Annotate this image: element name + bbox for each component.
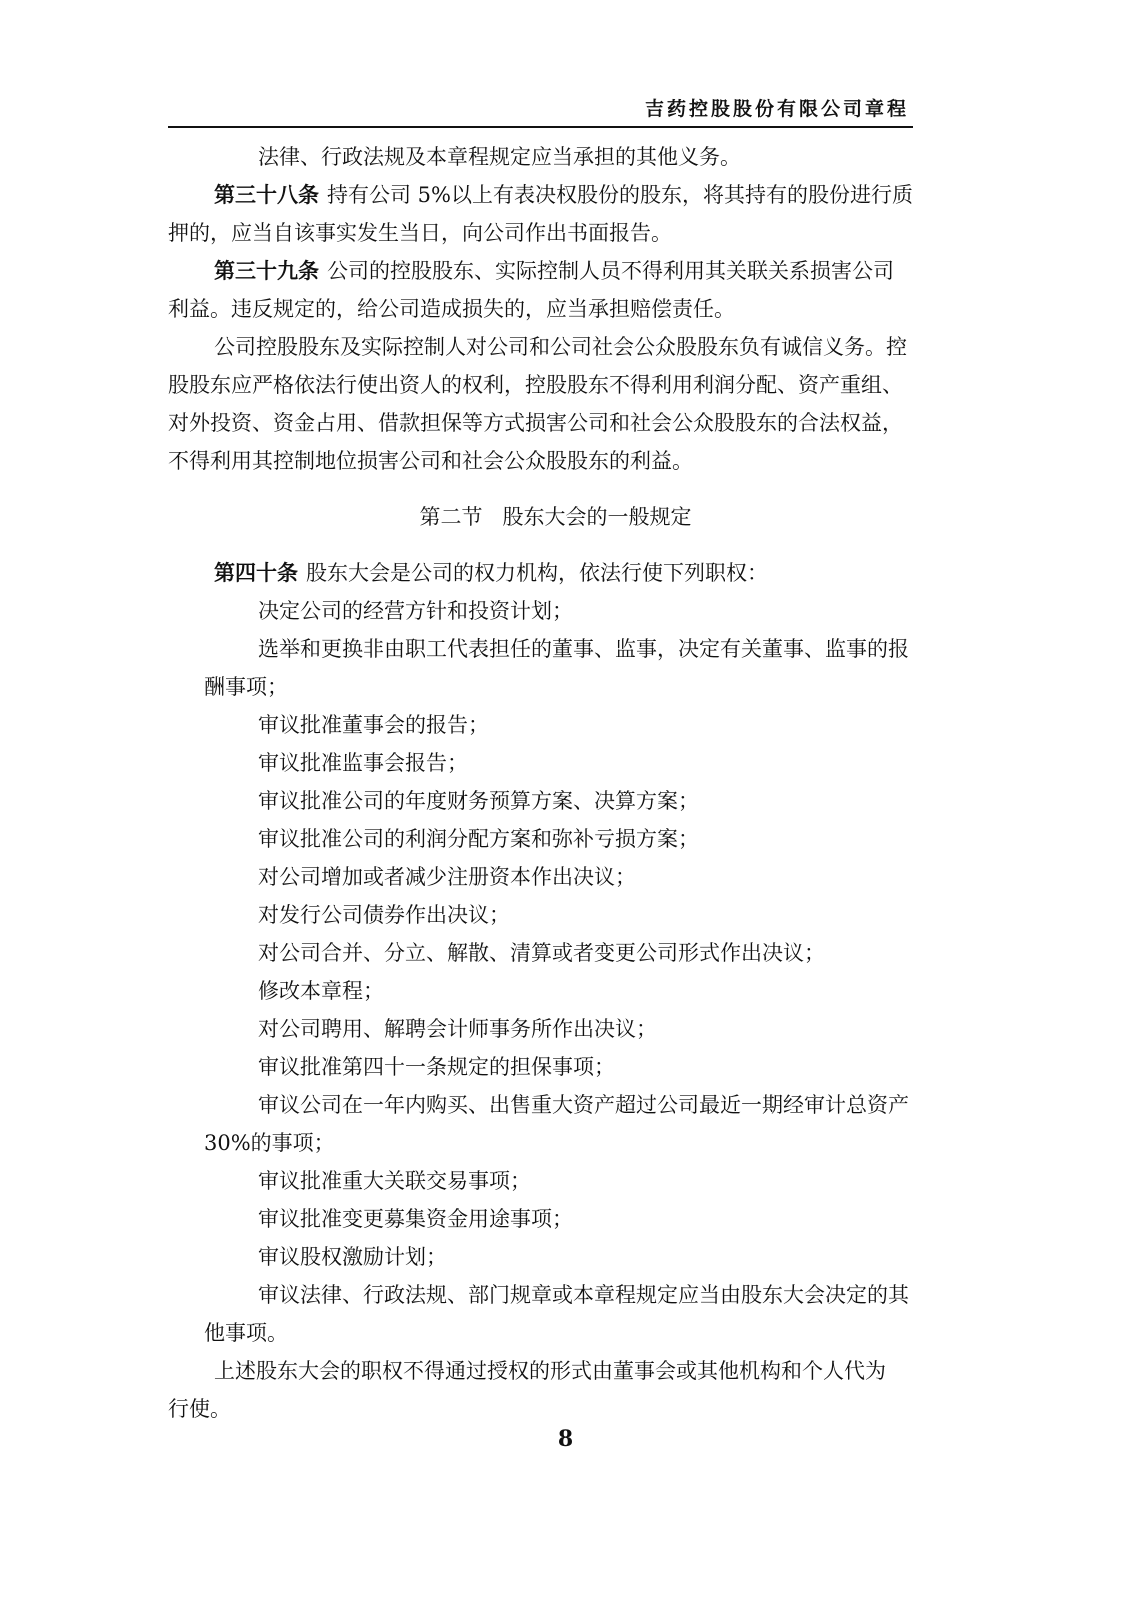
list-item: 审议股权激励计划；	[258, 1245, 447, 1269]
list-item: 审议批准公司的年度财务预算方案、决算方案；	[258, 789, 699, 813]
article-39-label: 第三十九条	[214, 259, 319, 283]
article-40-label: 第四十条	[214, 561, 298, 585]
integrity-paragraph	[168, 328, 943, 480]
section-title: 股东大会的一般规定	[502, 505, 692, 529]
list-item: 选举和更换非由职工代表担任的董事、监事，决定有关董事、监事的报	[258, 637, 909, 661]
article-38-line-1: 持有公司 5%以上有表决权股份的股东，将其持有的股份进行质	[327, 183, 913, 207]
article-40	[168, 554, 943, 1428]
article-38-label: 第三十八条	[214, 183, 319, 207]
list-item: 审议批准重大关联交易事项；	[258, 1169, 531, 1193]
top-paragraph: 法律、行政法规及本章程规定应当承担的其他义务。	[258, 145, 741, 169]
header-title: 吉药控股股份有限公司章程	[644, 98, 909, 120]
article-38-line-2: 押的，应当自该事实发生当日，向公司作出书面报告。	[168, 221, 672, 245]
list-item-continuation: 30%的事项；	[204, 1131, 335, 1155]
page-header	[168, 92, 913, 128]
integrity-line: 公司控股股东及实际控制人对公司和公司社会公众股股东负有诚信义务。控	[214, 335, 907, 359]
article-39-line-1: 公司的控股股东、实际控制人员不得利用其关联关系损害公司	[327, 259, 894, 283]
list-item: 审议法律、行政法规、部门规章或本章程规定应当由股东大会决定的其	[258, 1283, 909, 1307]
integrity-line: 对外投资、资金占用、借款担保等方式损害公司和社会公众股股东的合法权益，	[168, 411, 903, 435]
page-number: 8	[557, 1426, 574, 1452]
list-item: 审议公司在一年内购买、出售重大资产超过公司最近一期经审计总资产	[258, 1093, 909, 1117]
section-heading	[168, 498, 943, 536]
article-39	[168, 252, 943, 328]
article-38	[168, 176, 943, 252]
list-item: 审议批准变更募集资金用途事项；	[258, 1207, 573, 1231]
list-item: 审议批准公司的利润分配方案和弥补亏损方案；	[258, 827, 699, 851]
closing-line-1: 上述股东大会的职权不得通过授权的形式由董事会或其他机构和个人代为	[214, 1359, 886, 1383]
document-body	[168, 138, 943, 1428]
list-item: 决定公司的经营方针和投资计划；	[258, 599, 573, 623]
integrity-line: 不得利用其控制地位损害公司和社会公众股股东的利益。	[168, 449, 693, 473]
section-number: 第二节	[419, 505, 483, 529]
list-item: 审议批准第四十一条规定的担保事项；	[258, 1055, 615, 1079]
list-item: 对发行公司债券作出决议；	[258, 903, 510, 927]
closing-line-2: 行使。	[168, 1397, 231, 1421]
article-39-line-2: 利益。违反规定的，给公司造成损失的，应当承担赔偿责任。	[168, 297, 735, 321]
list-item: 修改本章程；	[258, 979, 384, 1003]
integrity-line: 股股东应严格依法行使出资人的权利，控股股东不得利用利润分配、资产重组、	[168, 373, 903, 397]
list-item-continuation: 他事项。	[204, 1321, 288, 1345]
list-item: 对公司聘用、解聘会计师事务所作出决议；	[258, 1017, 657, 1041]
list-item: 审议批准监事会报告；	[258, 751, 468, 775]
article-40-intro: 股东大会是公司的权力机构，依法行使下列职权：	[306, 561, 768, 585]
list-item-continuation: 酬事项；	[204, 675, 288, 699]
list-item: 审议批准董事会的报告；	[258, 713, 489, 737]
list-item: 对公司增加或者减少注册资本作出决议；	[258, 865, 636, 889]
list-item: 对公司合并、分立、解散、清算或者变更公司形式作出决议；	[258, 941, 825, 965]
